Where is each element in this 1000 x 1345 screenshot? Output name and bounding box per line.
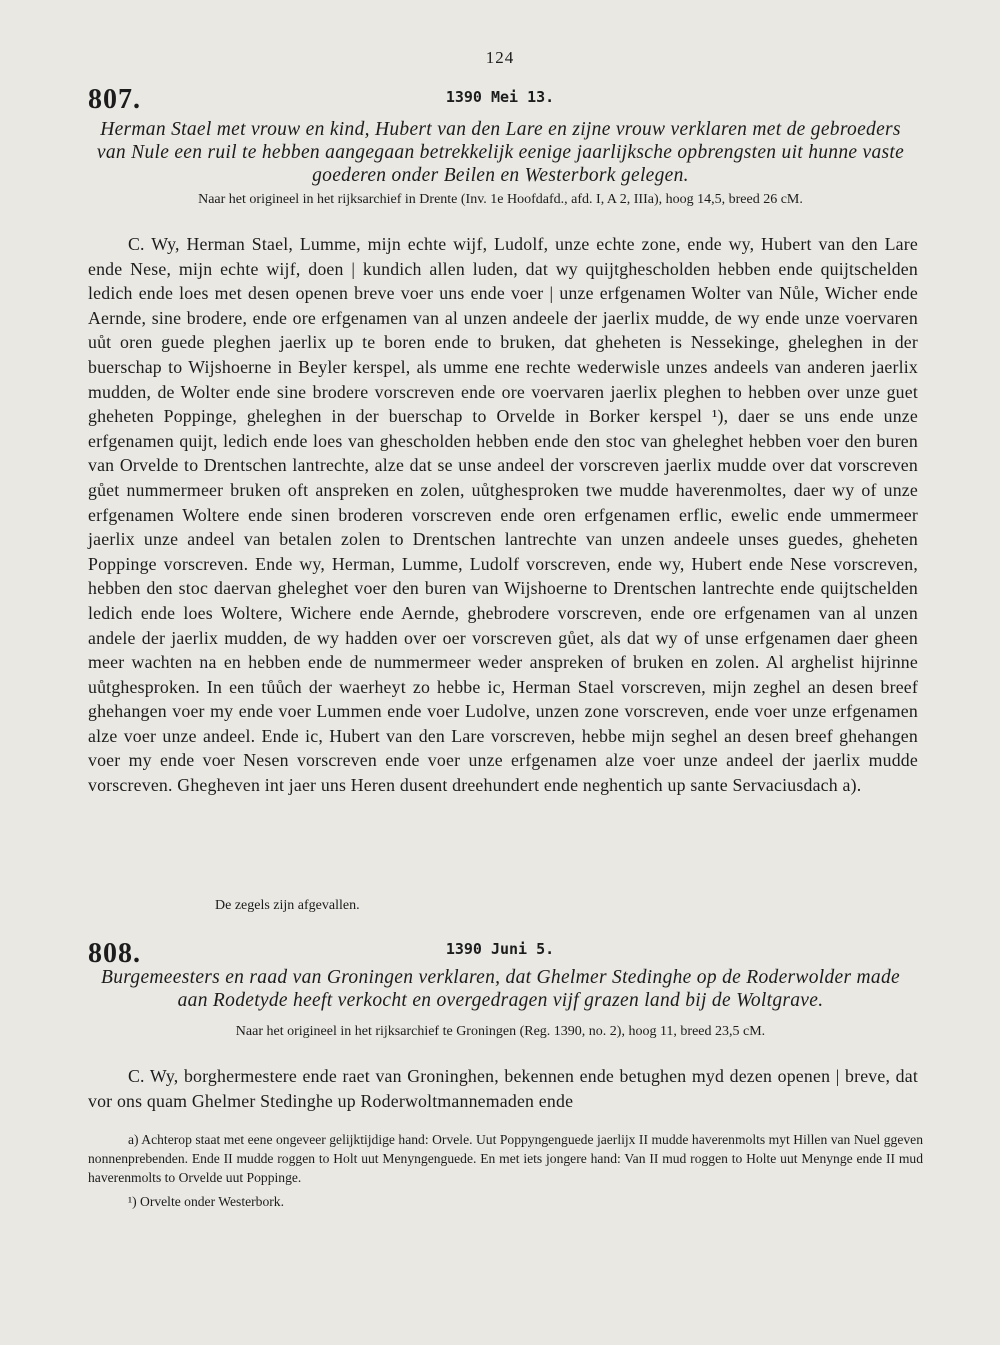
page-number: 124 xyxy=(485,48,515,67)
charter-number: 807. xyxy=(88,84,141,115)
charter-date: 1390 Juni 5. xyxy=(445,940,555,958)
charter-source: Naar het origineel in het rijksarchief in Drente (Inv. 1e Hoofdafd., afd. I, A 2, IIIa), hoog 14,5, breed 26 cM. xyxy=(198,192,803,207)
charter-source: Naar het origineel in het rijksarchief te Groningen (Reg. 1390, no. 2), hoog 11, breed 23,5 cM. xyxy=(235,1024,766,1039)
charter-number: 808. xyxy=(88,938,141,969)
footnote: ¹) Orvelte onder Westerbork. xyxy=(128,1194,284,1209)
charter-regest: Burgemeesters en raad van Groningen verklaren, dat Ghelmer Stedinghe op de Roderwolder made aan Rodetyde heeft verkocht en overgedragen vijf grazen land bij de Woltgrave. xyxy=(100,967,900,1011)
charter-regest: Herman Stael met vrouw en kind, Hubert van den Lare en zijne vrouw verklaren met de gebroeders van Nule een ruil te hebben aangegaan betrekkelijk eenige jaarlijksche opbrengsten uit hunne vaste goederen onder Beilen en Westerbork gelegen. xyxy=(96,119,905,186)
charter-date: 1390 Mei 13. xyxy=(445,88,555,106)
footnote: a) Achterop staat met eene ongeveer gelijktijdige hand: Orvele. Uut Poppyngenguede jaerlijx II mudde haverenmolts myt Hillen van Nuel ggeven nonnenprebenden. Ende II mudde roggen to Holt uut Menyngenguede. En met iets jongere hand: Van II mud roggen to Holte uut Menynge ende II mud haverenmolts to Orvelde uut Poppinge. xyxy=(88,1132,923,1185)
seal-note: De zegels zijn afgevallen. xyxy=(215,898,360,913)
charter-text: C. Wy, Herman Stael, Lumme, mijn echte wijf, Ludolf, unze echte zone, ende wy, Hubert van den Lare ende Nese, mijn echte wijf, doen | kundich allen luden, dat wy quijtghescholden hebben ende quijtschelden ledich ende loes met desen openen breve voer uns ende voer | unze erfgenamen Wolter van Nůle, Wicher ende Aernde, sine brodere, ende ore erfgenamen van al unzen andeele der jaerlix mudde, de wy ende unze voervaren uůt oren guede pleghen jaerlix up te boren ende to bruken, dat gheheten is Nessekinge, gheleghen in der buerschap to Wijshoerne in Beyler kerspel, als umme ene rechte wederwisle unzes andeels van anderen jaerlix mudden, de Wolter ende sine brodere vorscreven ende ore voervaren jaerlix pleghen to hebben over unze guet gheheten Poppinge, gheleghen in der buerschap to Orvelde in Borker kerspel ¹), daer se uns ende unze erfgenamen quijt, ledich ende loes van ghescholden hebben ende den stoc van gheleghet hebben voer den buren van Orvelde to Drentschen lantrechte, alze dat se unse andeel der vorscreven jaerlix mudde over dat vorscreven gůet nummermeer bruken oft anspreken en zolen, uůtghesproken twe mudde haverenmoltes, daer wy of unze erfgenamen Woltere ende sinen broderen vorscreven ende oren erfgenamen erflic, ewelic ende ummermeer jaerlix unze andeel van betalen zolen to Drentschen lantrechte van unzen andeele unses guedes, gheheten Poppinge vorscreven. Ende wy, Herman, Lumme, Ludolf vorscreven, ende wy, Hubert ende Nese vorscreven, hebben den stoc daervan gheleghet voer den buren van Wijshoerne to Drentschen lantrechte ende quijtschelden ledich ende loes Woltere, Wichere ende Aernde, ghebrodere vorscreven, ende ore erfgenamen van al unzen andele der jaerlix mudden, de wy hadden over oer vorscreven gůet, als dat wy of unse erfgenamen daer gheen meer wachten na en hebben ende de nummermeer weder anspreken of bruken en zolen. Al arghelist hijrinne uůtghesproken. In een tůůch der waerheyt zo hebbe ic, Herman Stael vorscreven, mijn zeghel an desen breef ghehangen voer my ende voer Lummen ende voer Ludolve, unzen zone vorscreven, ende voer unze erfgenamen alze voer unze andeel. Ende ic, Hubert van den Lare vorscreven, hebbe mijn seghel an desen breef ghehangen voer my ende voer Nesen vorscreven ende voer unze erfgenamen alze voer unze andeel der jaerlix mudde vorscreven. Ghegheven int jaer uns Heren dusent dreehundert ende neghentich up sante Servaciusdach a). xyxy=(88,234,918,796)
charter-text: C. Wy, borghermestere ende raet van Groninghen, bekennen ende betughen myd dezen openen | breve, dat vor ons quam Ghelmer Stedinghe up Roderwoltmannemaden ende xyxy=(88,1066,918,1111)
